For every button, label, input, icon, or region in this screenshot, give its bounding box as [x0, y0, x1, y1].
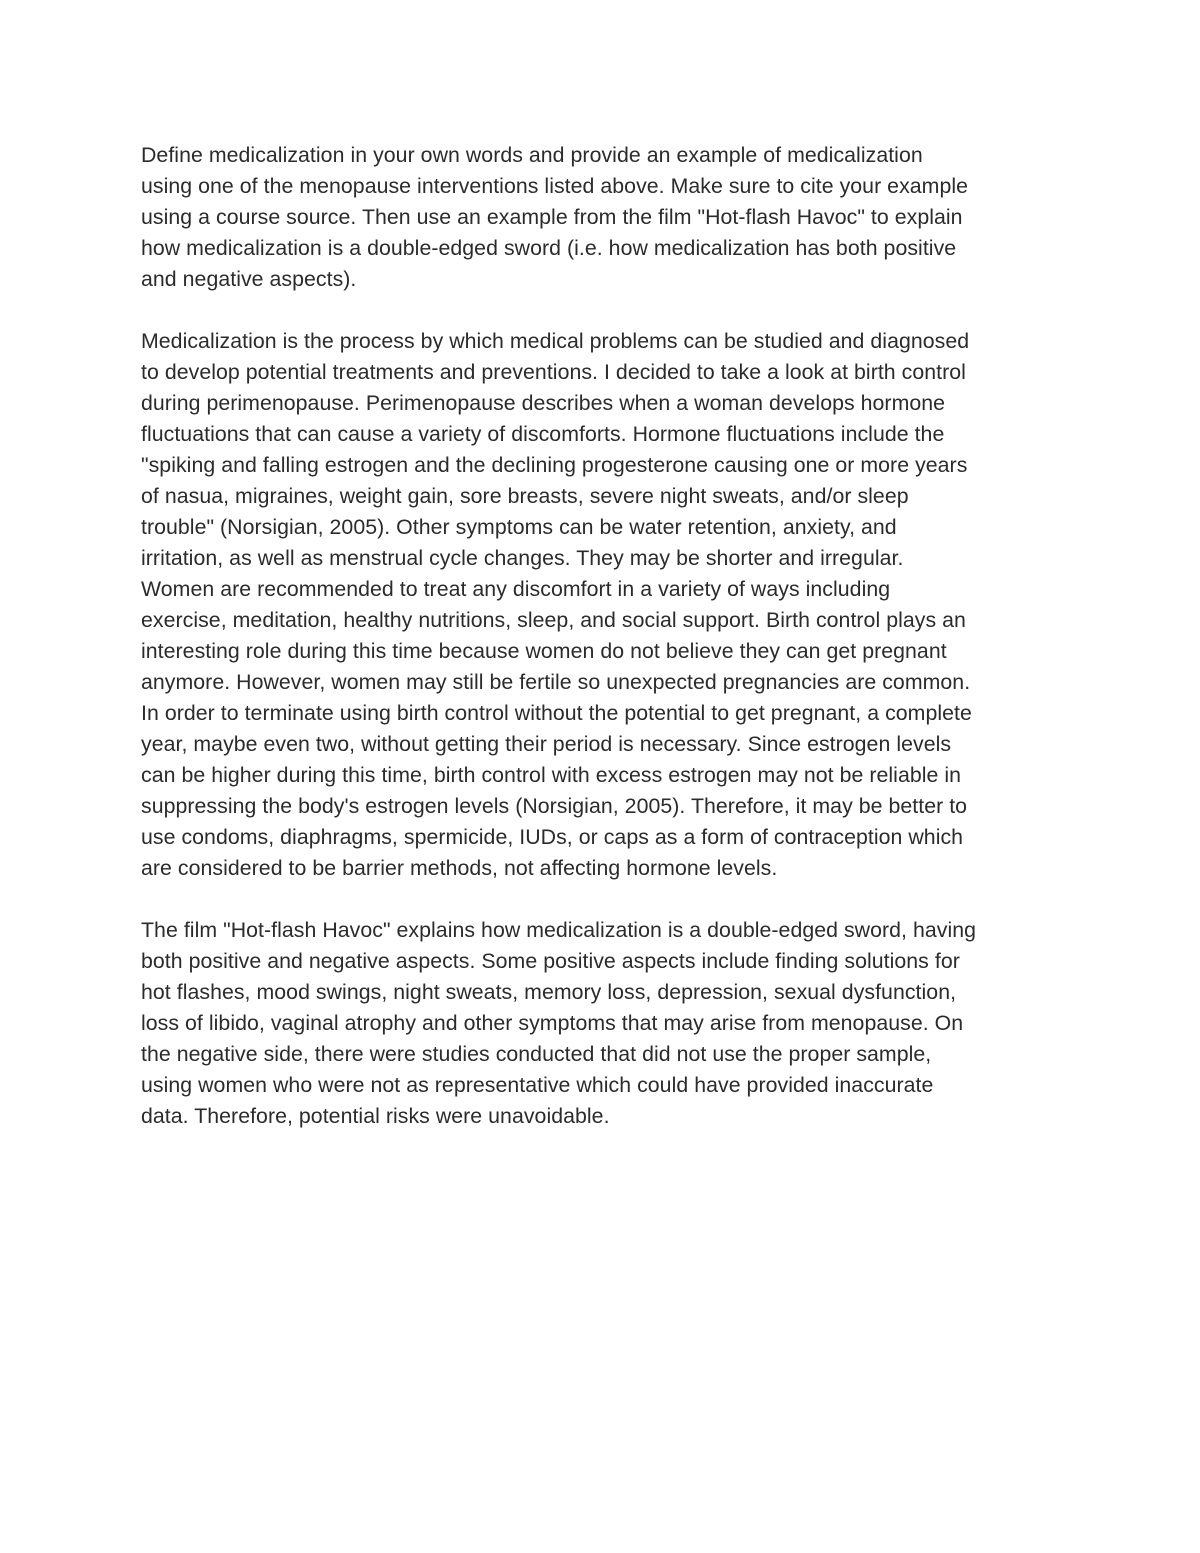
text-line: anymore. However, women may still be fertile so unexpected pregnancies are common.	[141, 670, 971, 694]
text-line: using a course source. Then use an example from the film "Hot-flash Havoc" to explain	[141, 205, 963, 229]
text-line: In order to terminate using birth control without the potential to get pregnant, a complete	[141, 701, 972, 725]
text-line: and negative aspects).	[141, 267, 357, 291]
text-line: trouble" (Norsigian, 2005). Other symptoms can be water retention, anxiety, and	[141, 515, 897, 539]
text-line: the negative side, there were studies conducted that did not use the proper sample,	[141, 1042, 932, 1066]
paragraph-film	[141, 915, 1066, 1132]
text-line: "spiking and falling estrogen and the declining progesterone causing one or more years	[141, 453, 968, 477]
text-line: fluctuations that can cause a variety of discomforts. Hormone fluctuations include the	[141, 422, 945, 446]
text-line: using one of the menopause interventions listed above. Make sure to cite your example	[141, 174, 969, 198]
text-line: suppressing the body's estrogen levels (Norsigian, 2005). Therefore, it may be better to	[141, 794, 968, 818]
paragraph-prompt	[141, 140, 1066, 295]
text-line: Women are recommended to treat any discomfort in a variety of ways including	[141, 577, 891, 601]
text-line: both positive and negative aspects. Some positive aspects include finding solutions for	[141, 949, 960, 973]
text-line: loss of libido, vaginal atrophy and other symptoms that may arise from menopause. On	[141, 1011, 964, 1035]
text-line: interesting role during this time because women do not believe they can get pregnant	[141, 639, 947, 663]
document-page	[141, 140, 1066, 1163]
text-line: using women who were not as representative which could have provided inaccurate	[141, 1073, 934, 1097]
text-line: of nasua, migraines, weight gain, sore breasts, severe night sweats, and/or sleep	[141, 484, 909, 508]
text-line: The film "Hot-flash Havoc" explains how medicalization is a double-edged sword, having	[141, 918, 977, 942]
text-line: data. Therefore, potential risks were unavoidable.	[141, 1104, 610, 1128]
text-line: Define medicalization in your own words and provide an example of medicalization	[141, 143, 923, 167]
text-line: hot flashes, mood swings, night sweats, memory loss, depression, sexual dysfunction,	[141, 980, 957, 1004]
text-line: during perimenopause. Perimenopause describes when a woman develops hormone	[141, 391, 946, 415]
text-line: exercise, meditation, healthy nutritions, sleep, and social support. Birth control plays an	[141, 608, 966, 632]
text-line: Medicalization is the process by which medical problems can be studied and diagnosed	[141, 329, 970, 353]
text-line: year, maybe even two, without getting their period is necessary. Since estrogen levels	[141, 732, 952, 756]
text-line: can be higher during this time, birth control with excess estrogen may not be reliable in	[141, 763, 962, 787]
text-line: use condoms, diaphragms, spermicide, IUDs, or caps as a form of contraception which	[141, 825, 964, 849]
text-line: how medicalization is a double-edged sword (i.e. how medicalization has both positive	[141, 236, 957, 260]
text-line: irritation, as well as menstrual cycle changes. They may be shorter and irregular.	[141, 546, 904, 570]
text-line: are considered to be barrier methods, not affecting hormone levels.	[141, 856, 778, 880]
paragraph-medicalization	[141, 326, 1066, 884]
text-line: to develop potential treatments and preventions. I decided to take a look at birth control	[141, 360, 966, 384]
